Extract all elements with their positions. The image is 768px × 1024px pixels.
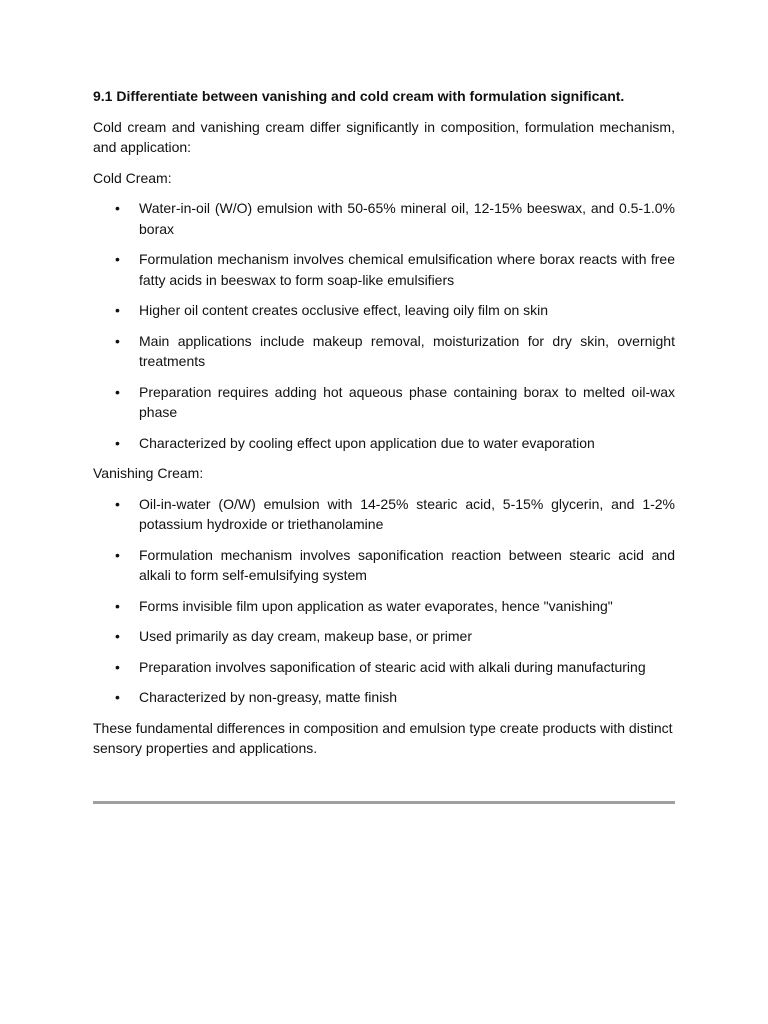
list-item-text: Formulation mechanism involves chemical emulsification where borax reacts with free fatty acids in beeswax to form soap-like emulsifiers [139, 251, 675, 288]
document-body [93, 86, 675, 759]
bullet-icon: • [115, 302, 120, 318]
bullet-icon: • [115, 200, 120, 216]
list-item [93, 198, 675, 239]
list-item-text: Higher oil content creates occlusive effect, leaving oily film on skin [139, 302, 549, 318]
list-item-text: Characterized by non-greasy, matte finish [139, 689, 398, 705]
list-item [93, 596, 675, 617]
list-item [93, 300, 675, 321]
bullet-icon: • [115, 628, 120, 644]
bullet-icon: • [115, 689, 120, 705]
bullet-icon: • [115, 383, 120, 400]
list-item [93, 626, 675, 647]
vanishing-cream-list [93, 494, 675, 708]
bullet-icon: • [115, 495, 120, 512]
list-item [93, 382, 675, 423]
vanishing-cream-label: Vanishing Cream: [93, 465, 204, 481]
bullet-icon: • [115, 434, 120, 451]
intro-paragraph: Cold cream and vanishing cream differ significantly in composition, formulation mechanism, and application: [93, 118, 675, 155]
bullet-icon: • [115, 251, 120, 267]
list-item-text: Main applications include makeup removal, moisturization for dry skin, overnight treatments [139, 332, 675, 369]
bullet-icon: • [115, 597, 120, 614]
cold-cream-label: Cold Cream: [93, 169, 172, 186]
horizontal-divider [93, 801, 675, 804]
list-item-text: Oil-in-water (O/W) emulsion with 14-25% stearic acid, 5-15% glycerin, and 1-2% potassium hydroxide or triethanolamine [139, 495, 675, 532]
list-item [93, 657, 675, 678]
bullet-icon: • [115, 658, 120, 675]
list-item-text: Preparation requires adding hot aqueous phase containing borax to melted oil-wax phase [139, 383, 675, 420]
list-item-text: Forms invisible film upon application as water evaporates, hence "vanishing" [139, 597, 613, 614]
list-item-text: Formulation mechanism involves saponification reaction between stearic acid and alkali to form self-emulsifying system [139, 546, 675, 583]
list-item [93, 249, 675, 290]
list-item [93, 545, 675, 586]
closing-paragraph: These fundamental differences in composition and emulsion type create products with distinct sensory properties and applications. [93, 719, 673, 756]
list-item-text: Characterized by cooling effect upon application due to water evaporation [139, 434, 595, 451]
list-item [93, 494, 675, 535]
list-item-text: Used primarily as day cream, makeup base, or primer [139, 628, 473, 644]
list-item [93, 331, 675, 372]
bullet-icon: • [115, 546, 120, 563]
list-item-text: Preparation involves saponification of stearic acid with alkali during manufacturing [139, 658, 646, 675]
bullet-icon: • [115, 332, 120, 349]
list-item-text: Water-in-oil (W/O) emulsion with 50-65% mineral oil, 12-15% beeswax, and 0.5-1.0% borax [139, 200, 675, 237]
list-item [93, 433, 675, 454]
list-item [93, 687, 675, 708]
section-heading: 9.1 Differentiate between vanishing and cold cream with formulation significant. [93, 88, 625, 104]
cold-cream-list [93, 198, 675, 453]
